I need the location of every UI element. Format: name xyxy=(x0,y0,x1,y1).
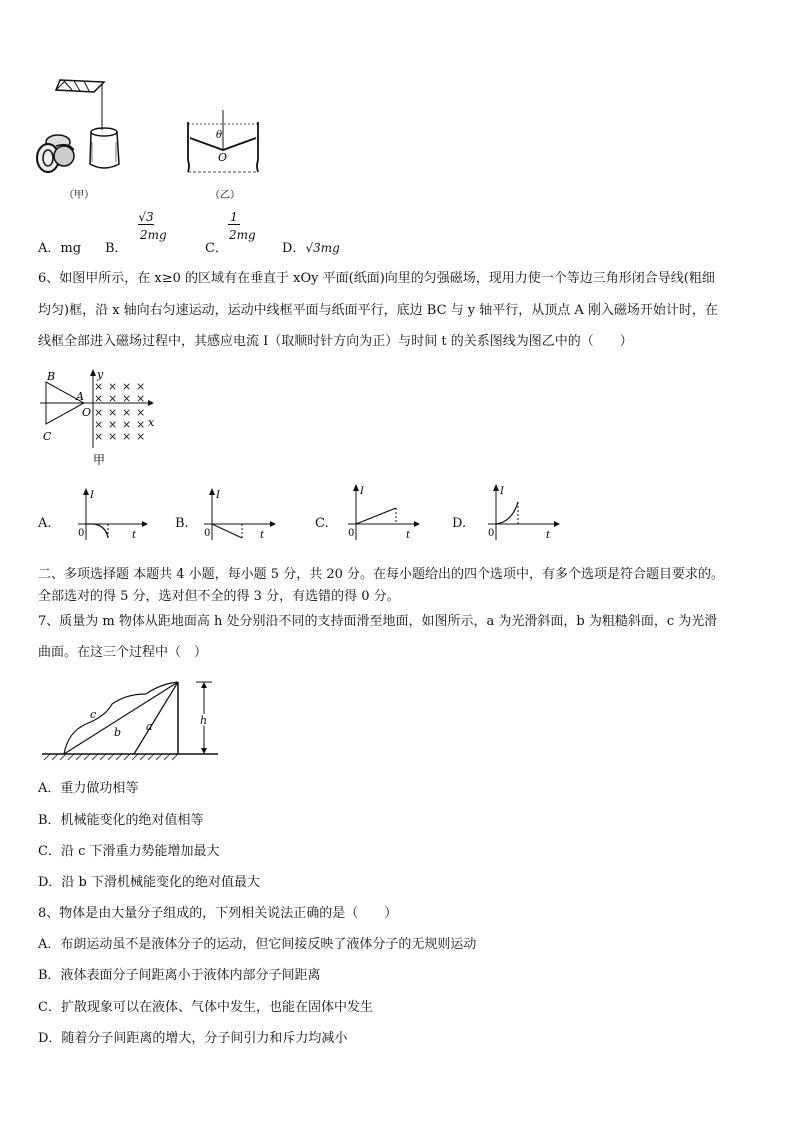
section2-header-line-2: 全部选对的得 5 分，选对但不全的得 3 分，有选错的得 0 分。 xyxy=(38,589,400,604)
svg-text:I: I xyxy=(90,490,94,501)
q8-stem: 8、物体是由大量分子组成的，下列相关说法正确的是（ ） xyxy=(38,906,398,921)
q6-figure-jia xyxy=(38,368,168,468)
q5-option-b-fraction xyxy=(138,210,167,242)
svg-text:×: × xyxy=(136,406,146,419)
q7-option-b: B．机械能变化的绝对值相等 xyxy=(38,813,204,828)
svg-text:×: × xyxy=(94,392,104,405)
fraction-tail: mg xyxy=(147,228,167,242)
fraction-numerator: 1 xyxy=(228,210,240,225)
label-a: a xyxy=(146,720,153,733)
svg-text:t: t xyxy=(260,530,265,541)
fraction-numerator: √3 xyxy=(138,210,154,224)
q7-stem-line-2: 曲面。在这三个过程中（ ） xyxy=(38,645,208,660)
q6-graph-c xyxy=(342,480,422,544)
svg-text:×: × xyxy=(122,418,132,431)
svg-text:×: × xyxy=(108,418,118,431)
svg-text:×: × xyxy=(94,380,104,393)
q6-choice-b-letter: B. xyxy=(175,516,189,531)
label-C: C xyxy=(43,430,52,443)
svg-text:t: t xyxy=(546,530,551,541)
label-x: x xyxy=(148,416,155,429)
caption-jia: 甲 xyxy=(93,453,106,467)
q5-option-c-fraction xyxy=(228,210,256,242)
svg-text:I: I xyxy=(360,486,364,497)
label-y: y xyxy=(97,368,104,381)
q8-option-c: C．扩散现象可以在液体、气体中发生，也能在固体中发生 xyxy=(38,1000,373,1015)
fig-yi-caption: （乙） xyxy=(210,190,240,201)
q5-option-d xyxy=(282,237,340,256)
q7-figure xyxy=(40,676,230,766)
q6-stem-line-1: 6、如图甲所示，在 x≥0 的区域有在垂直于 xOy 平面(纸面)向里的匀强磁场，现用力使一个等边三角形闭合导线(粗细 xyxy=(38,271,715,286)
svg-text:×: × xyxy=(108,392,118,405)
q6-choice-a-letter: A. xyxy=(38,516,52,531)
q5-option-a: A．mg xyxy=(38,241,82,256)
svg-text:×: × xyxy=(122,392,132,405)
fig-yi-O: O xyxy=(218,151,228,164)
q8-option-a: A．布朗运动虽不是液体分子的运动，但它间接反映了液体分子的无规则运动 xyxy=(38,937,477,952)
fraction-denominator: 2 xyxy=(140,228,148,242)
svg-text:I: I xyxy=(216,490,220,501)
q6-graph-d xyxy=(482,480,562,544)
q5-option-b xyxy=(105,237,128,256)
section2-header-line-1: 二、多项选择题 本题共 4 小题，每小题 5 分，共 20 分。在每小题给出的四个选项中，有多个选项是符合题目要求的。 xyxy=(38,567,725,582)
q7-option-d: D．沿 b 下滑机械能变化的绝对值最大 xyxy=(38,875,261,890)
svg-text:0: 0 xyxy=(348,528,355,539)
q6-choice-d-letter: D. xyxy=(452,516,467,531)
svg-text:t: t xyxy=(132,530,137,541)
q5-figure-yi xyxy=(180,108,270,203)
fig-jia-caption: （甲） xyxy=(64,190,94,201)
svg-text:×: × xyxy=(122,380,132,393)
svg-text:×: × xyxy=(122,406,132,419)
svg-text:×: × xyxy=(94,406,104,419)
q5-option-c xyxy=(205,237,228,256)
option-label: C． xyxy=(205,241,228,256)
svg-text:×: × xyxy=(94,418,104,431)
svg-text:×: × xyxy=(122,430,132,443)
q6-graph-a xyxy=(72,486,150,544)
option-label: B． xyxy=(105,241,128,256)
q7-stem-line-1: 7、质量为 m 物体从距地面高 h 处分别沿不同的支持面滑至地面，如图所示，a 为光滑斜面，b 为粗糙斜面，c 为光滑 xyxy=(38,614,718,629)
option-label: D． xyxy=(282,241,306,256)
label-B: B xyxy=(47,370,56,383)
svg-text:0: 0 xyxy=(204,528,211,539)
label-A: A xyxy=(76,390,84,403)
q6-stem-line-2: 均匀)框，沿 x 轴向右匀速运动，运动中线框平面与纸面平行，底边 BC 与 y 轴平行，从顶点 A 刚入磁场开始计时，在 xyxy=(38,303,718,318)
q8-option-d: D．随着分子间距离的增大，分子间引力和斥力均减小 xyxy=(38,1031,348,1046)
fig-yi-theta: θ xyxy=(216,130,223,141)
fraction-tail: mg xyxy=(236,228,256,242)
label-b: b xyxy=(114,726,122,739)
option-expression: √3mg xyxy=(305,241,340,255)
q7-option-a: A．重力做功相等 xyxy=(38,781,139,796)
q6-choice-c-letter: C. xyxy=(315,516,329,531)
label-c: c xyxy=(90,708,97,721)
svg-text:I: I xyxy=(500,486,504,497)
svg-text:0: 0 xyxy=(78,528,85,539)
label-h: h xyxy=(200,714,208,727)
svg-text:×: × xyxy=(136,380,146,393)
q5-figure-jia xyxy=(34,72,134,202)
svg-text:×: × xyxy=(136,430,146,443)
svg-text:×: × xyxy=(108,380,118,393)
svg-text:×: × xyxy=(108,430,118,443)
q7-option-c: C．沿 c 下滑重力势能增加最大 xyxy=(38,844,220,859)
q8-option-b: B．液体表面分子间距离小于液体内部分子间距离 xyxy=(38,968,321,983)
svg-text:t: t xyxy=(406,530,411,541)
q6-stem-line-3: 线框全部进入磁场过程中，其感应电流 I（取顺时针方向为正）与时间 t 的关系图线为图乙中的（ ） xyxy=(38,334,633,349)
label-O: O xyxy=(82,406,92,419)
svg-text:×: × xyxy=(94,430,104,443)
svg-text:0: 0 xyxy=(488,528,495,539)
fraction-denominator: 2 xyxy=(229,228,237,242)
svg-text:×: × xyxy=(108,406,118,419)
q6-graph-b xyxy=(198,486,278,544)
svg-text:×: × xyxy=(136,392,146,405)
svg-text:×: × xyxy=(136,418,146,431)
